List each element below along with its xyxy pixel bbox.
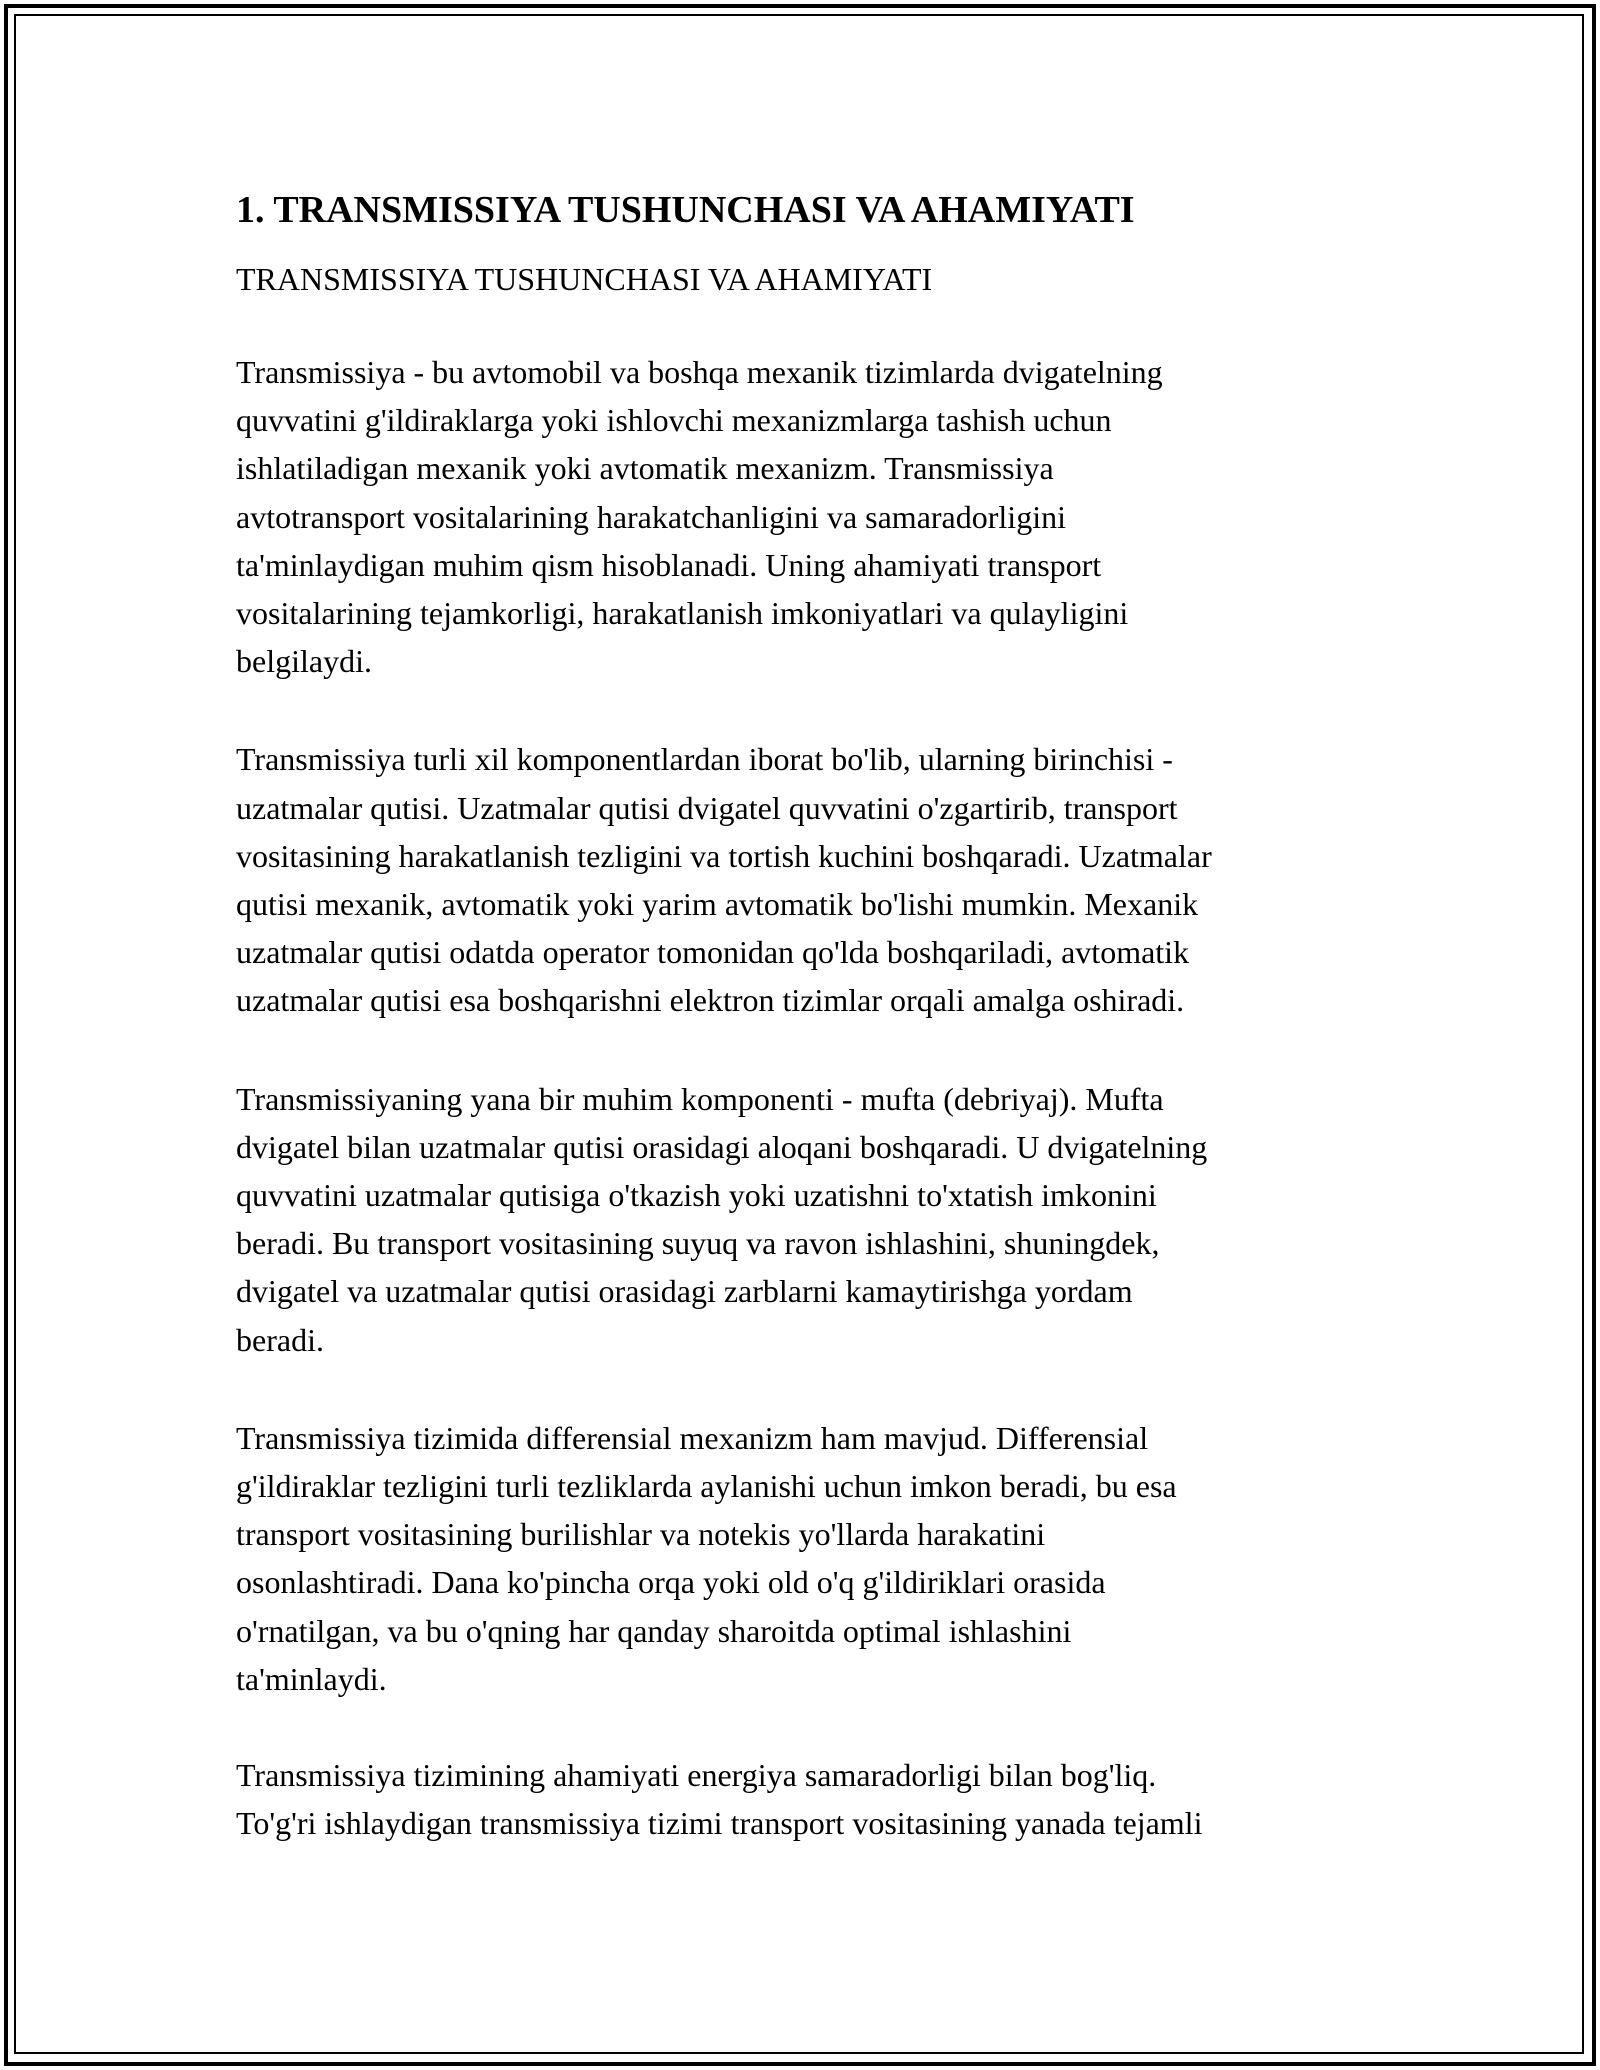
section-heading: 1. TRANSMISSIYA TUSHUNCHASI VA AHAMIYATI — [236, 189, 1135, 231]
paragraph-2 — [236, 735, 1366, 1024]
text-line: ta'minlaydi. — [236, 1660, 387, 1697]
text-line: uzatmalar qutisi esa boshqarishni elektron tizimlar orqali amalga oshiradi. — [236, 982, 1185, 1019]
paragraph-1 — [236, 348, 1366, 685]
text-line: Transmissiya tizimining ahamiyati energiya samaradorligi bilan bog'liq. — [236, 1757, 1157, 1794]
text-line: belgilaydi. — [236, 643, 372, 680]
text-line: uzatmalar qutisi. Uzatmalar qutisi dvigatel quvvatini o'zgartirib, transport — [236, 789, 1178, 826]
text-line: ishlatiladigan mexanik yoki avtomatik mexanizm. Transmissiya — [236, 450, 1054, 487]
document-body — [236, 180, 1366, 1847]
text-line: uzatmalar qutisi odatda operator tomonidan qo'lda boshqariladi, avtomatik — [236, 934, 1190, 971]
text-line: Transmissiya tizimida differensial mexanizm ham mavjud. Differensial — [236, 1419, 1149, 1456]
text-line: To'g'ri ishlaydigan transmissiya tizimi transport vositasining yanada tejamli — [236, 1805, 1203, 1842]
paragraph-4 — [236, 1414, 1366, 1703]
text-line: ta'minlaydigan muhim qism hisoblanadi. Uning ahamiyati transport — [236, 546, 1102, 583]
text-line: vositasining harakatlanish tezligini va tortish kuchini boshqaradi. Uzatmalar — [236, 837, 1212, 874]
text-line: dvigatel va uzatmalar qutisi orasidagi zarblarni kamaytirishga yordam — [236, 1273, 1133, 1310]
text-line: o'rnatilgan, va bu o'qning har qanday sharoitda optimal ishlashini — [236, 1612, 1072, 1649]
paragraph-5 — [236, 1751, 1366, 1847]
paragraph-3 — [236, 1075, 1366, 1364]
text-line: transport vositasining burilishlar va notekis yo'llarda harakatini — [236, 1516, 1046, 1553]
text-line: quvvatini uzatmalar qutisiga o'tkazish yoki uzatishni to'xtatish imkonini — [236, 1177, 1157, 1214]
text-line: qutisi mexanik, avtomatik yoki yarim avtomatik bo'lishi mumkin. Mexanik — [236, 886, 1199, 923]
text-line: beradi. — [236, 1321, 324, 1358]
text-line: osonlashtiradi. Dana ko'pincha orqa yoki old o'q g'ildiriklari orasida — [236, 1564, 1106, 1601]
text-line: dvigatel bilan uzatmalar qutisi orasidagi aloqani boshqaradi. U dvigatelning — [236, 1128, 1208, 1165]
text-line: Transmissiyaning yana bir muhim komponenti - mufta (debriyaj). Mufta — [236, 1080, 1164, 1117]
text-line: g'ildiraklar tezligini turli tezliklarda aylanishi uchun imkon beradi, bu esa — [236, 1468, 1177, 1505]
text-line: avtotransport vositalarining harakatchanligini va samaradorligini — [236, 498, 1066, 535]
text-line: Transmissiya - bu avtomobil va boshqa mexanik tizimlarda dvigatelning — [236, 353, 1163, 390]
text-line: beradi. Bu transport vositasining suyuq va ravon ishlashini, shuningdek, — [236, 1225, 1160, 1262]
text-line: vositalarining tejamkorligi, harakatlanish imkoniyatlari va qulayligini — [236, 595, 1129, 631]
text-line: quvvatini g'ildiraklarga yoki ishlovchi mexanizmlarga tashish uchun — [236, 402, 1112, 439]
text-line: Transmissiya turli xil komponentlardan iborat bo'lib, ularning birinchisi - — [236, 741, 1173, 778]
section-subheading: TRANSMISSIYA TUSHUNCHASI VA AHAMIYATI — [236, 260, 933, 297]
